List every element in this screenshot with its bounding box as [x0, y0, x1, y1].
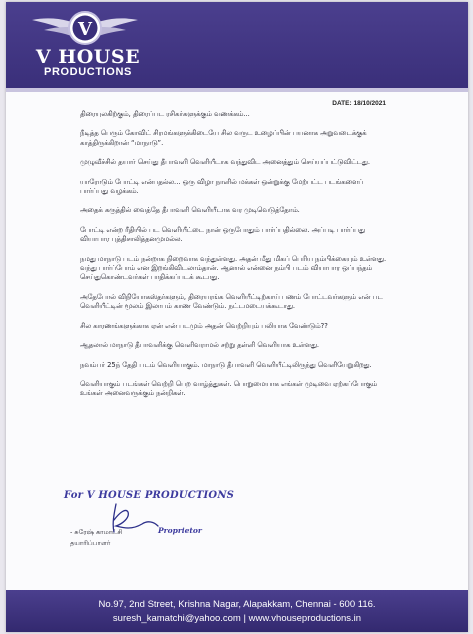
letter-date: DATE: 18/10/2021 [332, 100, 386, 107]
footer-address: No.97, 2nd Street, Krishna Nagar, Alapakkam, Chennai - 600 116. [98, 599, 376, 610]
body-paragraph: அதேபோல் விநியோகஸ்தர்களும், திரையரங்க வெளியீட்டிற்காய் பணம் போட்டவர்களும் என் பட வெளியீட்டின் மூலம் இலாபம் காண வேண்டும். நட்டமடையக்கூடாது. [80, 292, 383, 311]
brand-subtitle: PRODUCTIONS [44, 66, 132, 78]
body-paragraph: நமது மாநாடு படம் நன்றாக நிறைவாக வந்துள்ளது. அதன் மீது மிகப் பெரிய நம்பிக்கையும் உள்ளது. வந்து பார்ப்போம் என இறங்கிவிடலாம்தான். ஆனால் என்னை நம்பி படம் வியாபார ஒப்பந்தம் செய்துகொண்டவர்கள் பாதிக்கப்படக் கூடாது. [80, 254, 387, 282]
body-paragraph: ஆதலால் மாநாடு தீபாவளிக்கு வெளிவராமல் சற்று தள்ளி வெளியாக உள்ளது. [80, 341, 320, 350]
letterhead-header [6, 2, 468, 88]
header-divider [6, 88, 468, 92]
body-paragraph: முழுவீச்சில் தயார் செய்து தீபாவளி வெளியீடாக வந்துவிட அனைத்தும் செய்யப்பட்டுவிட்டது. [80, 158, 370, 167]
body-paragraph: நீடித்த பெரும் கோவிட் சிரமங்களுக்கிடையே சில வருட உழைப்பின் பயனாக அறுவடைக்குக் காத்திருக்கிறான் “மாநாடு”. [80, 129, 367, 147]
footer-contact: suresh_kamatchi@yahoo.com | www.vhouseproductions.in [112, 613, 362, 624]
logo-letter: V [78, 19, 92, 40]
body-paragraph: யாரோடும் போட்டி என்பதல்ல... ஒரு விழா நாளில் மக்கள் ஒன்றுக்கு மேற்பட்ட படங்களைப் பார்ப்பது வழக்கம். [80, 177, 364, 196]
body-paragraph: சில காரணங்களுக்காக ஏன் என் படமும் அதன் வெற்றியும் பலியாக வேண்டும்?? [80, 321, 328, 330]
brand-name: V HOUSE [35, 46, 141, 68]
body-paragraph: அதைக் கருத்தில் வைத்தே தீபாவளி வெளியீடாக வர முடிவெடுத்தோம். [80, 206, 300, 215]
letterhead-page [6, 2, 468, 632]
signatory-title: தயாரிப்பாளர் [70, 539, 111, 547]
signatory-role: Proprietor [158, 526, 202, 535]
letter-body [80, 110, 390, 409]
signatory-name: - சுரேஷ் காமாட்சி [70, 528, 123, 536]
body-paragraph: போட்டி என்ற ரீதியில் பட வெளியீட்டை நான் ஒருபோதும் பார்ப்பதில்லை. அப்படி பார்ப்பது வியாபார புத்திசாலித்தனமுமல்ல. [80, 225, 366, 244]
body-paragraph: நவம்பர் 25ந் தேதி படம் வெளியாகும். மாநாடு தீபாவளி வெளியீட்டிலிருந்து வெளியேறுகிறது. [80, 360, 372, 369]
body-paragraph: திரையுலகிற்கும், திரைப்பட ரசிகர்களுக்கும் வணக்கம்... [80, 110, 250, 118]
letterhead-footer [6, 590, 468, 632]
body-paragraph: வெளியாகும் படங்கள் வெற்றி பெற வாழ்த்துகள். பொறுமையாக எங்கள் முடிவை ஏற்கப்போகும் உங்கள் அனைவருக்கும் நன்றிகள். [80, 379, 378, 398]
signature-company: For V HOUSE PRODUCTIONS [64, 490, 235, 501]
